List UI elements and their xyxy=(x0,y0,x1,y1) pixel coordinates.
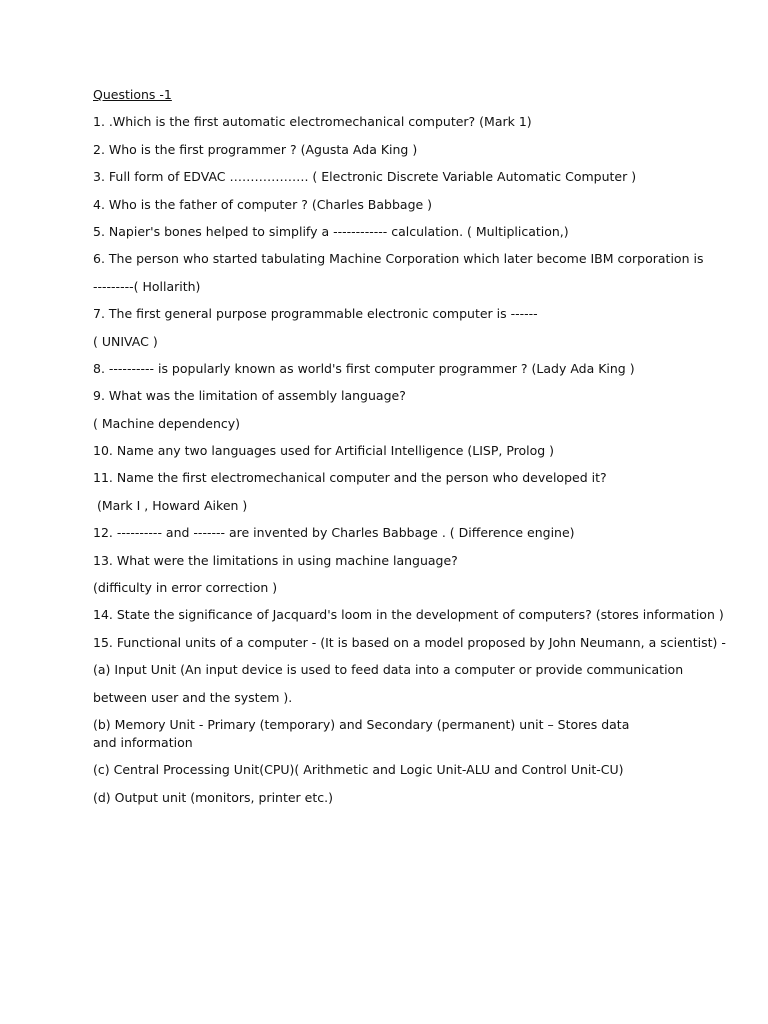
question-line-10: 10. Name any two languages used for Artificial Intelligence (LISP, Prolog ) xyxy=(93,443,555,459)
question-line-9: 9. What was the limitation of assembly language? xyxy=(93,388,406,404)
question-line-5: 5. Napier's bones helped to simplify a ------------ calculation. ( Multiplication,) xyxy=(93,223,569,239)
answer-line-6: ---------( Hollarith) xyxy=(93,278,201,294)
question-line-11: 11. Name the first electromechanical computer and the person who developed it? xyxy=(93,470,607,486)
item-b: (b) Memory Unit - Primary (temporary) and Secondary (permanent) unit – Stores data and information xyxy=(93,716,630,750)
question-line-8: 8. ---------- is popularly known as world's first computer programmer ? (Lady Ada King ) xyxy=(93,360,635,376)
question-line-13: 13. What were the limitations in using machine language? xyxy=(93,552,458,568)
answer-line-7: ( UNIVAC ) xyxy=(93,333,158,349)
document-heading: Questions -1 xyxy=(93,87,172,102)
answer-line-9: ( Machine dependency) xyxy=(93,415,241,431)
question-line-3: 3. Full form of EDVAC ………………. ( Electronic Discrete Variable Automatic Computer ) xyxy=(93,169,637,185)
question-line-1: 1. .Which is the first automatic electromechanical computer? (Mark 1) xyxy=(93,114,532,130)
question-line-15: 15. Functional units of a computer - (It is based on a model proposed by John Neumann, a scientist) - xyxy=(93,634,726,650)
document-page xyxy=(93,86,726,816)
question-line-14: 14. State the significance of Jacquard's loom in the development of computers? (stores information ) xyxy=(93,607,724,623)
item-d: (d) Output unit (monitors, printer etc.) xyxy=(93,789,333,805)
answer-line-13: (difficulty in error correction ) xyxy=(93,580,278,596)
answer-line-11: (Mark I , Howard Aiken ) xyxy=(93,497,248,513)
item-c: (c) Central Processing Unit(CPU)( Arithmetic and Logic Unit-ALU and Control Unit-CU) xyxy=(93,762,624,778)
question-line-7: 7. The first general purpose programmable electronic computer is ------ xyxy=(93,306,538,322)
item-a-line-1: (a) Input Unit (An input device is used to feed data into a computer or provide communication xyxy=(93,662,684,678)
question-line-6: 6. The person who started tabulating Machine Corporation which later become IBM corporation is xyxy=(93,251,704,267)
question-line-12: 12. ---------- and ------- are invented by Charles Babbage . ( Difference engine) xyxy=(93,525,575,541)
item-a-line-2: between user and the system ). xyxy=(93,689,293,705)
question-line-2: 2. Who is the first programmer ? (Agusta Ada King ) xyxy=(93,141,418,157)
question-line-4: 4. Who is the father of computer ? (Charles Babbage ) xyxy=(93,196,433,212)
